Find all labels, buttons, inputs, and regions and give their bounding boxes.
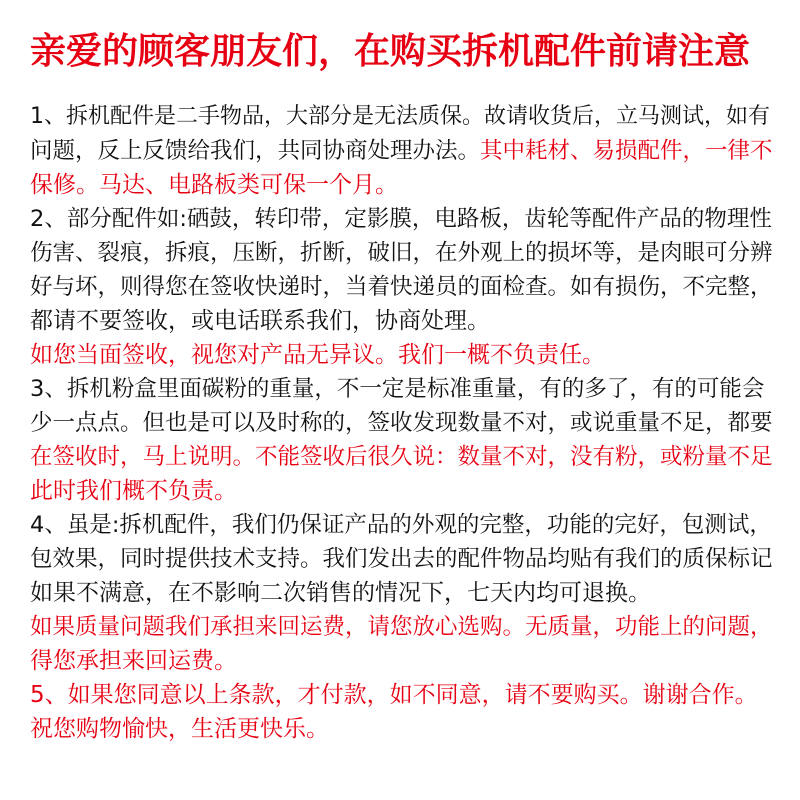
notice-line [30, 678, 778, 712]
notice-text-highlight: 得您承担来回运费。 [30, 648, 237, 674]
notice-line [30, 270, 778, 304]
notice-line [30, 134, 778, 168]
notice-line [30, 576, 778, 610]
notice-line [30, 508, 778, 542]
notice-text: 都请不要签收，或电话联系我们，协商处理。 [30, 308, 490, 334]
notice-text-highlight: 祝您购物愉快，生活更快乐。 [30, 716, 329, 742]
notice-text: 问题，反上反馈给我们，共同协商处理办法。 [30, 138, 481, 164]
notice-line [30, 236, 778, 270]
notice-text: 伤害、裂痕，拆痕，压断，折断，破旧，在外观上的损坏等，是肉眼可分辨 [30, 240, 773, 266]
notice-text-highlight: 在签收时，马上说明。不能签收后很久说：数量不对，没有粉，或粉量不足 [30, 444, 773, 470]
notice-text-highlight: 如您当面签收，视您对产品无异议。我们一概不负责任。 [30, 342, 605, 368]
notice-text-highlight: 此时我们概不负责。 [30, 478, 237, 504]
notice-line [30, 474, 778, 508]
notice-text: 1、拆机配件是二手物品，大部分是无法质保。故请收货后，立马测试，如有 [30, 104, 770, 129]
notice-line [30, 372, 778, 406]
notice-line [30, 644, 778, 678]
notice-text: 好与坏，则得您在签收快递时，当着快递员的面检查。如有损伤，不完整， [30, 274, 773, 300]
notice-text: 3、拆机粉盒里面碳粉的重量，不一定是标准重量，有的多了，有的可能会 [30, 376, 765, 402]
page-title: 亲爱的顾客朋友们，在购买拆机配件前请注意 [30, 31, 751, 72]
notice-line [30, 406, 778, 440]
notice-text-highlight: 保修。马达、电路板类可保一个月。 [30, 172, 398, 198]
notice-text-highlight: 5、如果您同意以上条款，才付款，如不同意，请不要购买。谢谢合作。 [30, 682, 758, 708]
notice-line [30, 100, 778, 134]
notice-body [30, 100, 778, 746]
notice-text: 4、虽是:拆机配件，我们仍保证产品的外观的完整，功能的完好，包测试， [30, 512, 772, 538]
notice-text-highlight: 其中耗材、易损配件，一律不 [480, 138, 773, 164]
notice-line [30, 440, 778, 474]
notice-line [30, 712, 778, 746]
notice-text: 如果不满意，在不影响二次销售的情况下，七天内均可退换。 [30, 580, 651, 606]
notice-text: 少一点点。但也是可以及时称的，签收发现数量不对，或说重量不足，都要 [30, 410, 773, 436]
notice-text-highlight: 如果质量问题我们承担来回运费，请您放心选购。无质量，功能上的问题， [30, 614, 773, 640]
notice-line [30, 168, 778, 202]
notice-line [30, 304, 778, 338]
notice-line [30, 610, 778, 644]
notice-text: 2、部分配件如:硒鼓，转印带，定影膜，电路板，齿轮等配件产品的物理性 [30, 206, 772, 232]
notice-line [30, 542, 778, 576]
notice-line [30, 202, 778, 236]
notice-text: 包效果，同时提供技术支持。我们发出去的配件物品均贴有我们的质保标记 [30, 546, 773, 572]
notice-line [30, 338, 778, 372]
